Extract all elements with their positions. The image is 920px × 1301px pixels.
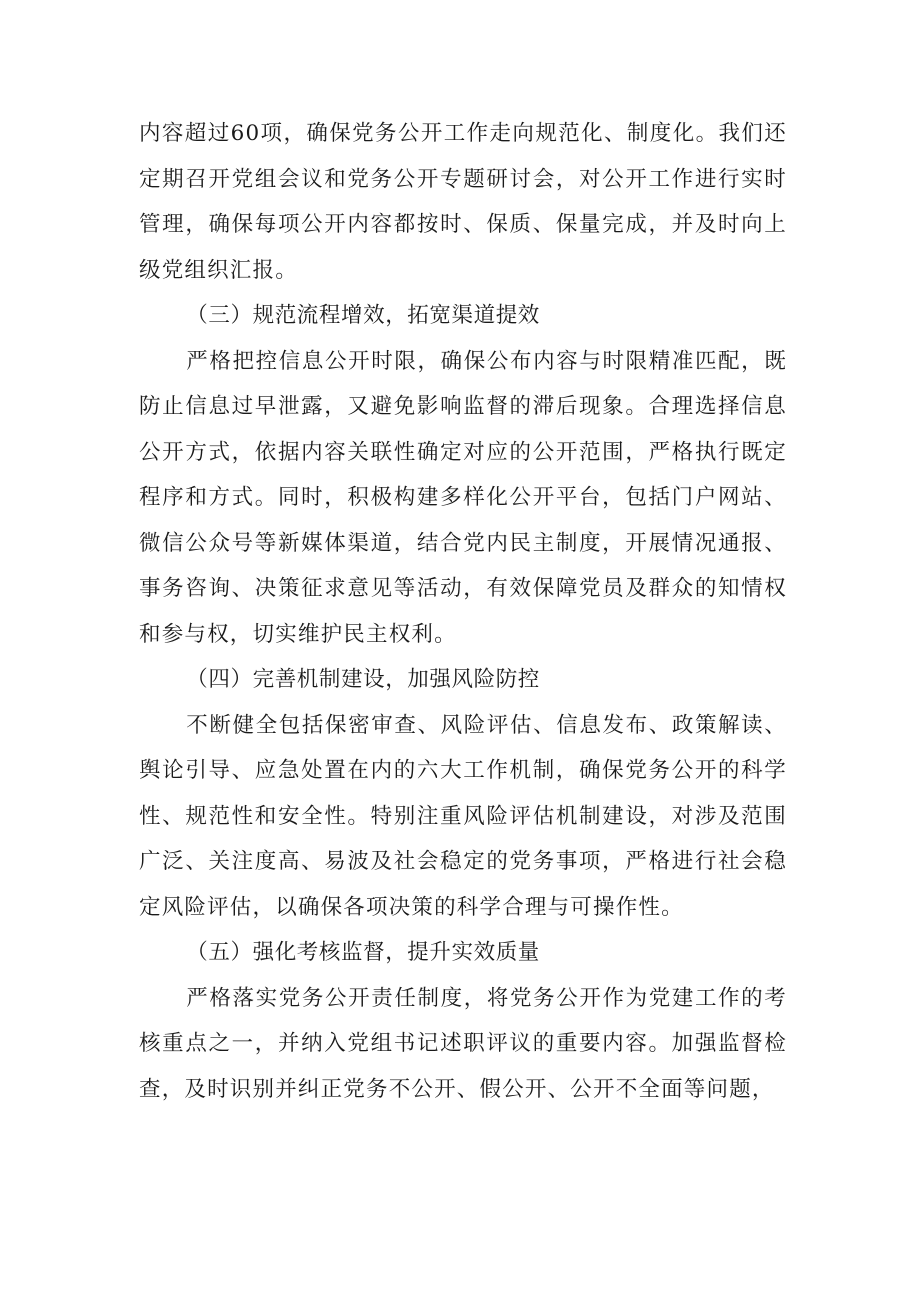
paragraph-section-3: 严格把控信息公开时限，确保公布内容与时限精准匹配，既防止信息过早泄露，又避免影响监督的滞后现象。合理选择信息公开方式，依据内容关联性确定对应的公开范围，严格执行既定程序和方式。同时，积极构建多样化公开平台，包括门户网站、微信公众号等新媒体渠道，结合党内民主制度，开展情况通报、事务咨询、决策征求意见等活动，有效保障党员及群众的知情权和参与权，切实维护民主权利。 [139, 348, 787, 647]
paragraph-section-4: 不断健全包括保密审查、风险评估、信息发布、政策解读、舆论引导、应急处置在内的六大工作机制，确保党务公开的科学性、规范性和安全性。特别注重风险评估机制建设，对涉及范围广泛、关注度高、易波及社会稳定的党务事项，严格进行社会稳定风险评估，以确保各项决策的科学合理与可操作性。 [139, 712, 787, 920]
paragraph-section-5: 严格落实党务公开责任制度，将党务公开作为党建工作的考核重点之一，并纳入党组书记述职评议的重要内容。加强监督检查，及时识别并纠正党务不公开、假公开、公开不全面等问题， [139, 985, 787, 1102]
document-body [139, 111, 787, 1112]
paragraph-continuation: 内容超过60项，确保党务公开工作走向规范化、制度化。我们还定期召开党组会议和党务公开专题研讨会，对公开工作进行实时管理，确保每项公开内容都按时、保质、保量完成，并及时向上级党组织汇报。 [139, 121, 787, 283]
section-heading-3: （三）规范流程增效，拓宽渠道提效 [186, 303, 540, 328]
section-heading-5: （五）强化考核监督，提升实效质量 [186, 940, 540, 965]
section-heading-4: （四）完善机制建设，加强风险防控 [186, 667, 540, 692]
